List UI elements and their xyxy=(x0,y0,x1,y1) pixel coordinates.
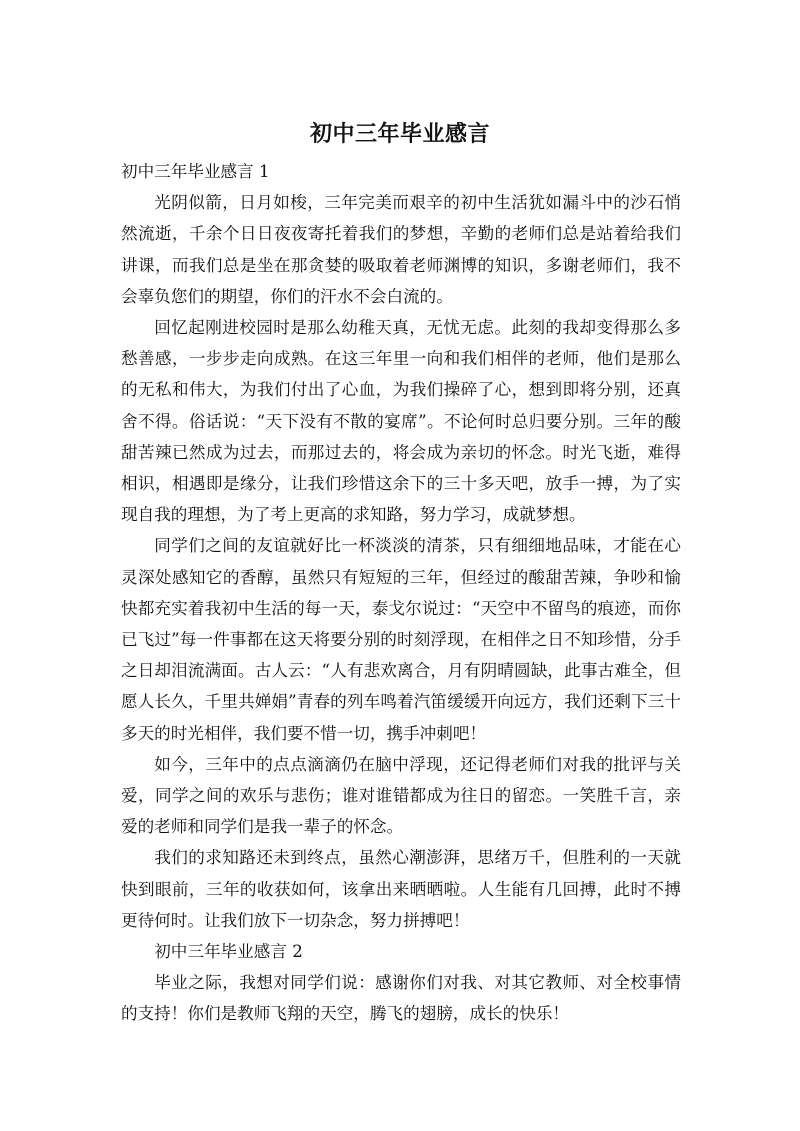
document-title: 初中三年毕业感言 xyxy=(309,122,490,147)
section-heading-2: 初中三年毕业感言 2 xyxy=(154,942,303,962)
paragraph: 我们的求知路还未到终点，虽然心潮澎湃，思绪万千，但胜利的一天就快到眼前，三年的收获如何，该拿出来晒晒啦。人生能有几回搏，此时不搏更待何时。让我们放下一切杂念，努力拼搏吧！ xyxy=(121,848,681,930)
paragraph: 光阴似箭，日月如梭，三年完美而艰辛的初中生活犹如漏斗中的沙石悄然流逝，千余个日日夜夜寄托着我们的梦想，辛勤的老师们总是站着给我们讲课，而我们总是坐在那贪婪的吸取着老师渊博的知识，多谢老师们，我不会辜负您们的期望，你们的汗水不会白流的。 xyxy=(121,193,681,306)
document-body xyxy=(121,156,681,1030)
paragraph: 如今，三年中的点点滴滴仍在脑中浮现，还记得老师们对我的批评与关爱，同学之间的欢乐与悲伤；谁对谁错都成为往日的留恋。一笑胜千言，亲爱的老师和同学们是我一辈子的怀念。 xyxy=(121,754,681,837)
section-heading-1: 初中三年毕业感言 1 xyxy=(121,162,270,181)
paragraph: 同学们之间的友谊就好比一杯淡淡的清茶，只有细细地品味，才能在心灵深处感知它的香醇，虽然只有短短的三年，但经过的酸甜苦辣，争吵和愉快都充实着我初中生活的每一天，泰戈尔说过：“天空中不留鸟的痕迹，而你已飞过”每一件事都在这天将要分别的时刻浮现，在相伴之日不知珍惜，分手之日却泪流满面。古人云：“人有悲欢离合，月有阴晴圆缺，此事古难全，但愿人长久，千里共婵娟”青春的列车鸣着汽笛缓缓开向远方，我们还剩下三十多天的时光相伴，我们要不惜一切，携手冲刺吧！ xyxy=(121,536,681,743)
paragraph: 毕业之际，我想对同学们说：感谢你们对我、对其它教师、对全校事情的支持！你们是教师飞翔的天空，腾飞的翅膀，成长的快乐！ xyxy=(121,973,681,1024)
paragraph: 回忆起刚进校园时是那么幼稚天真，无忧无虑。此刻的我却变得那么多愁善感，一步步走向成熟。在这三年里一向和我们相伴的老师，他们是那么的无私和伟大，为我们付出了心血，为我们操碎了心，想到即将分别，还真舍不得。俗话说：“天下没有不散的宴席”。不论何时总归要分别。三年的酸甜苦辣已然成为过去，而那过去的，将会成为亲切的怀念。时光飞逝，难得相识，相遇即是缘分，让我们珍惜这余下的三十多天吧，放手一搏，为了实现自我的理想，为了考上更高的求知路，努力学习，成就梦想。 xyxy=(121,318,681,525)
